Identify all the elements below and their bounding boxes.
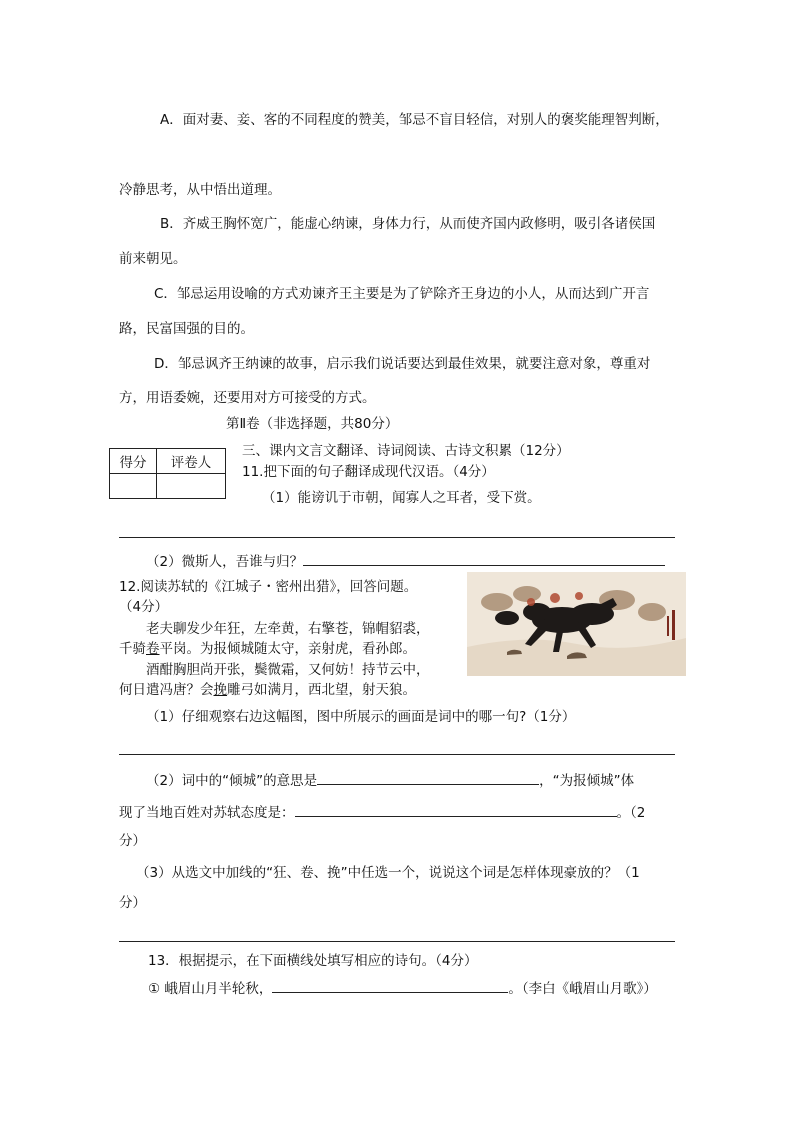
poem-line4-b: 雕弓如满月，西北望，射天狼。 [227, 682, 416, 698]
q11-sentence1: （1）能谤讥于市朝，闻寡人之耳者，受下赏。 [262, 490, 541, 506]
q11-sentence2 [146, 551, 665, 571]
poem-line3: 酒酣胸胆尚开张，鬓微霜，又何妨！持节云中， [146, 662, 430, 678]
q13-item1 [148, 978, 657, 998]
q11-answer-line1[interactable] [119, 537, 675, 538]
q11-stem: 11.把下面的句子翻译成现代汉语。（4分） [242, 464, 495, 480]
part2-title: 第Ⅱ卷（非选择题，共80分） [226, 416, 399, 432]
q12-sub3-line1: （3）从选文中加线的“狂、卷、挽”中任选一个，说说这个词是怎样体现豪放的？（1 [136, 865, 640, 881]
poem-underlined-wan: 挽 [213, 682, 227, 698]
poem-line2-a: 千骑 [119, 641, 146, 657]
option-a-line2: 冷静思考，从中悟出道理。 [119, 182, 281, 198]
option-c-line2: 路，民富国强的目的。 [119, 321, 254, 337]
hunting-painting-image [467, 572, 686, 676]
q12-sub2-text-a: （2）词中的“倾城”的意思是 [146, 773, 318, 789]
q13-item1-text-b: 。（李白《峨眉山月歌》） [508, 981, 657, 997]
score-cell[interactable] [110, 474, 157, 499]
q12-sub1: （1）仔细观察右边这幅图，图中所展示的画面是词中的哪一句?（1分） [146, 709, 576, 725]
poem-line4-a: 何日遣冯唐？会 [119, 682, 214, 698]
q12-sub2-text-d: 。（2 [616, 805, 646, 821]
q12-sub2-line3: 分） [119, 833, 146, 849]
option-b-line1: B．齐威王胸怀宽广，能虚心纳谏，身体力行，从而使齐国内政修明，吸引各诸侯国 [160, 216, 656, 232]
option-a-line1: A．面对妻、妾、客的不同程度的赞美，邹忌不盲目轻信，对别人的褒奖能理智判断， [160, 112, 669, 128]
q12-sub2-text-b: ，“为报倾城”体 [539, 773, 635, 789]
q12-sub3-line2: 分） [119, 895, 146, 911]
q12-sub1-answer-line[interactable] [119, 754, 675, 755]
score-header: 得分 [110, 449, 157, 474]
q12-sub2-line1 [146, 770, 634, 790]
grader-header: 评卷人 [157, 449, 226, 474]
option-d-line2: 方，用语委婉，还要用对方可接受的方式。 [119, 390, 376, 406]
poem-line4 [119, 681, 416, 699]
poem-line2-b: 平岗。为报倾城随太守，亲射虎，看孙郎。 [159, 641, 416, 657]
q12-sub3-answer-line[interactable] [119, 941, 675, 942]
poem-line1: 老夫聊发少年狂，左牵黄，右擎苍，锦帽貂裘， [146, 621, 430, 637]
grader-cell[interactable] [157, 474, 226, 499]
score-table [109, 448, 226, 499]
q11-answer-blank2[interactable] [303, 551, 665, 566]
q13-stem: 13．根据提示，在下面横线处填写相应的诗句。（4分） [148, 953, 478, 969]
option-b-line2: 前来朝见。 [119, 251, 187, 267]
q13-item1-text-a: ① 峨眉山月半轮秋， [148, 981, 273, 997]
option-c-line1: C．邹忌运用设喻的方式劝谏齐王主要是为了铲除齐王身边的小人，从而达到广开言 [154, 286, 650, 302]
section3-title: 三、课内文言文翻译、诗词阅读、古诗文积累（12分） [242, 443, 570, 459]
q11-sentence2-text: （2）微斯人，吾谁与归？ [146, 554, 304, 570]
poem-line2 [119, 640, 416, 658]
q12-sub2-blank1[interactable] [317, 770, 539, 785]
q12-sub2-line2 [119, 802, 645, 822]
q12-stem: 12.阅读苏轼的《江城子・密州出猎》，回答问题。 [119, 579, 418, 595]
q13-item1-blank[interactable] [272, 978, 508, 993]
poem-underlined-juan: 卷 [146, 641, 160, 657]
q12-stem-points: （4分） [119, 599, 169, 615]
q12-sub2-blank2[interactable] [295, 802, 617, 817]
option-d-line1: D．邹忌讽齐王纳谏的故事，启示我们说话要达到最佳效果，就要注意对象，尊重对 [154, 356, 651, 372]
q12-sub2-text-c: 现了当地百姓对苏轼态度是： [119, 805, 295, 821]
